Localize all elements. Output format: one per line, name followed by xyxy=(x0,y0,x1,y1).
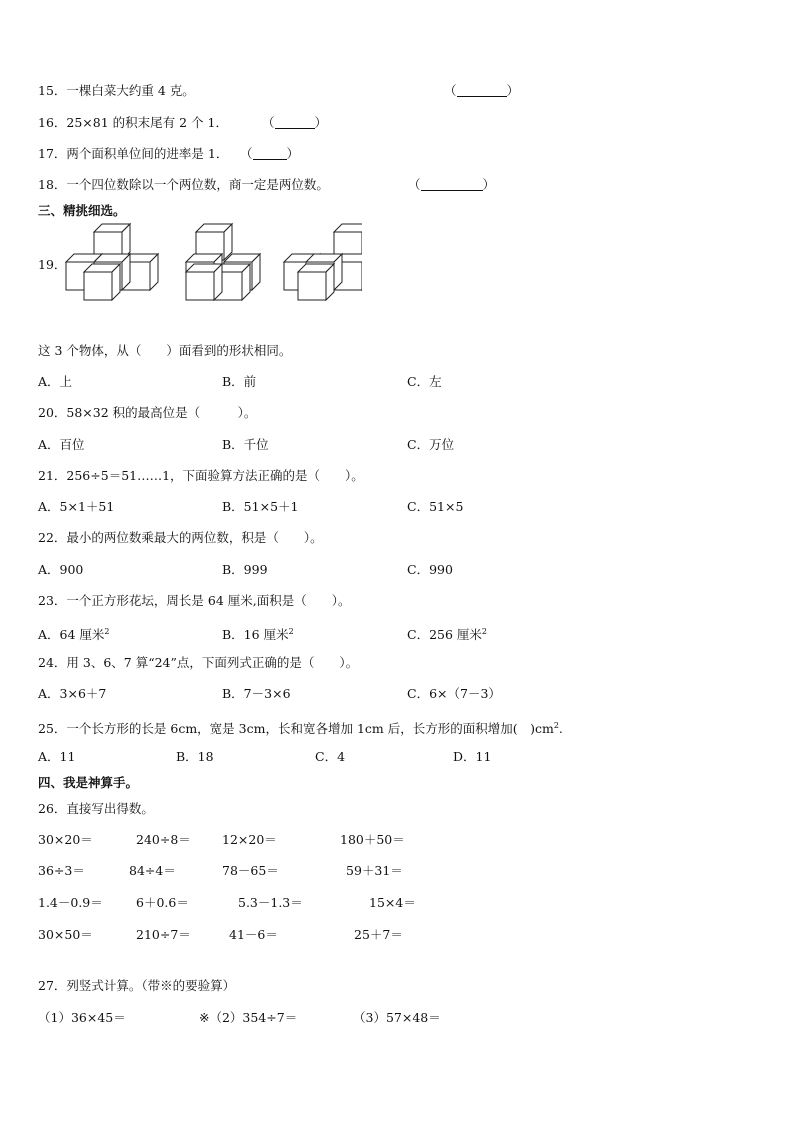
calc-item[interactable]: 5.3－1.3＝ xyxy=(238,895,303,910)
question-22-stem: 22．最小的两位数乘最大的两位数，积是（ ）。 xyxy=(38,530,323,545)
calc-item[interactable]: 41－6＝ xyxy=(229,927,278,942)
q20-option-b[interactable]: B．千位 xyxy=(222,437,269,452)
calc-item[interactable]: 78－65＝ xyxy=(222,863,279,878)
question-26-stem: 26．直接写出得数。 xyxy=(38,801,154,816)
question-23-stem: 23．一个正方形花坛，周长是 64 厘米,面积是（ ）。 xyxy=(38,593,351,608)
answer-blank-18[interactable]: （ ） xyxy=(408,177,496,192)
question-16-text: 16．25×81 的积末尾有 2 个 1． xyxy=(38,115,228,130)
q21-option-c[interactable]: C．51×5 xyxy=(407,499,464,514)
q19-option-b[interactable]: B．前 xyxy=(222,374,257,389)
q19-option-a[interactable]: A．上 xyxy=(38,374,73,389)
q22-option-b[interactable]: B．999 xyxy=(222,562,268,577)
q19-option-c[interactable]: C．左 xyxy=(407,374,442,389)
vertical-calc-item[interactable]: （1）36×45＝ xyxy=(38,1010,126,1025)
question-19-stem: 这 3 个物体，从（ ）面看到的形状相同。 xyxy=(38,343,292,358)
calc-item[interactable]: 30×50＝ xyxy=(38,927,93,942)
question-18-text: 18．一个四位数除以一个两位数，商一定是两位数。 xyxy=(38,177,329,192)
q22-option-c[interactable]: C．990 xyxy=(407,562,453,577)
question-18 xyxy=(38,177,329,193)
calc-item[interactable]: 15×4＝ xyxy=(369,895,416,910)
calc-item[interactable]: 6＋0.6＝ xyxy=(136,895,189,910)
q25-option-b[interactable]: B．18 xyxy=(176,749,214,764)
question-21-stem: 21．256÷5＝51……1，下面验算方法正确的是（ ）。 xyxy=(38,468,364,483)
question-17 xyxy=(38,146,228,162)
q23-option-a[interactable]: A．64 厘米$^2$ xyxy=(38,627,110,643)
q24-option-c[interactable]: C．6×（7－3） xyxy=(407,686,501,701)
calc-item[interactable]: 84÷4＝ xyxy=(129,863,176,878)
q23-option-c[interactable]: C．256 厘米$^2$ xyxy=(407,627,487,643)
q23-option-b[interactable]: B．16 厘米$^2$ xyxy=(222,627,294,643)
section-4-title: 四、我是神算手。 xyxy=(38,775,139,790)
q20-option-c[interactable]: C．万位 xyxy=(407,437,455,452)
q25-option-a[interactable]: A．11 xyxy=(38,749,76,764)
cube-object-1 xyxy=(66,224,158,300)
question-24-stem: 24．用 3、6、7 算“24”点，下面列式正确的是（ ）。 xyxy=(38,655,359,670)
vertical-calc-item[interactable]: （3）57×48＝ xyxy=(353,1010,441,1025)
question-17-text: 17．两个面积单位间的进率是 1． xyxy=(38,146,229,161)
cube-object-2 xyxy=(186,224,260,300)
calc-item[interactable]: 180＋50＝ xyxy=(340,832,405,847)
q24-option-b[interactable]: B．7－3×6 xyxy=(222,686,291,701)
q25-option-d[interactable]: D．11 xyxy=(453,749,492,764)
calc-item[interactable]: 59＋31＝ xyxy=(346,863,403,878)
question-27-stem: 27．列竖式计算。（带※的要验算） xyxy=(38,978,236,993)
calc-item[interactable]: 36÷3＝ xyxy=(38,863,85,878)
vertical-calc-item[interactable]: ※（2）354÷7＝ xyxy=(199,1010,298,1025)
question-16 xyxy=(38,115,228,131)
question-20-stem: 20．58×32 积的最高位是（ ）。 xyxy=(38,405,257,420)
question-25-stem: 25．一个长方形的长是 6cm，宽是 3cm，长和宽各增加 1cm 后，长方形的面积增加( )$cm^2$. xyxy=(38,721,563,737)
q21-option-a[interactable]: A．5×1＋51 xyxy=(38,499,115,514)
calc-item[interactable]: 25＋7＝ xyxy=(354,927,403,942)
cube-object-3 xyxy=(284,224,362,300)
calc-item[interactable]: 210÷7＝ xyxy=(136,927,191,942)
q20-option-a[interactable]: A．百位 xyxy=(38,437,85,452)
q22-option-a[interactable]: A．900 xyxy=(38,562,84,577)
section-3-title: 三、精挑细选。 xyxy=(38,203,126,218)
cube-figures xyxy=(62,222,362,304)
question-15 xyxy=(38,83,195,99)
question-15-text: 15．一棵白菜大约重 4 克。 xyxy=(38,83,195,98)
answer-blank-17[interactable]: （ ） xyxy=(240,146,300,161)
question-19-number: 19． xyxy=(38,257,67,272)
calc-item[interactable]: 30×20＝ xyxy=(38,832,93,847)
calc-item[interactable]: 240÷8＝ xyxy=(136,832,191,847)
calc-item[interactable]: 1.4－0.9＝ xyxy=(38,895,103,910)
q25-option-c[interactable]: C．4 xyxy=(315,749,346,764)
answer-blank-15[interactable]: （ ） xyxy=(444,83,520,98)
calc-item[interactable]: 12×20＝ xyxy=(222,832,277,847)
answer-blank-16[interactable]: （ ） xyxy=(262,115,328,130)
q21-option-b[interactable]: B．51×5＋1 xyxy=(222,499,299,514)
q24-option-a[interactable]: A．3×6＋7 xyxy=(38,686,107,701)
